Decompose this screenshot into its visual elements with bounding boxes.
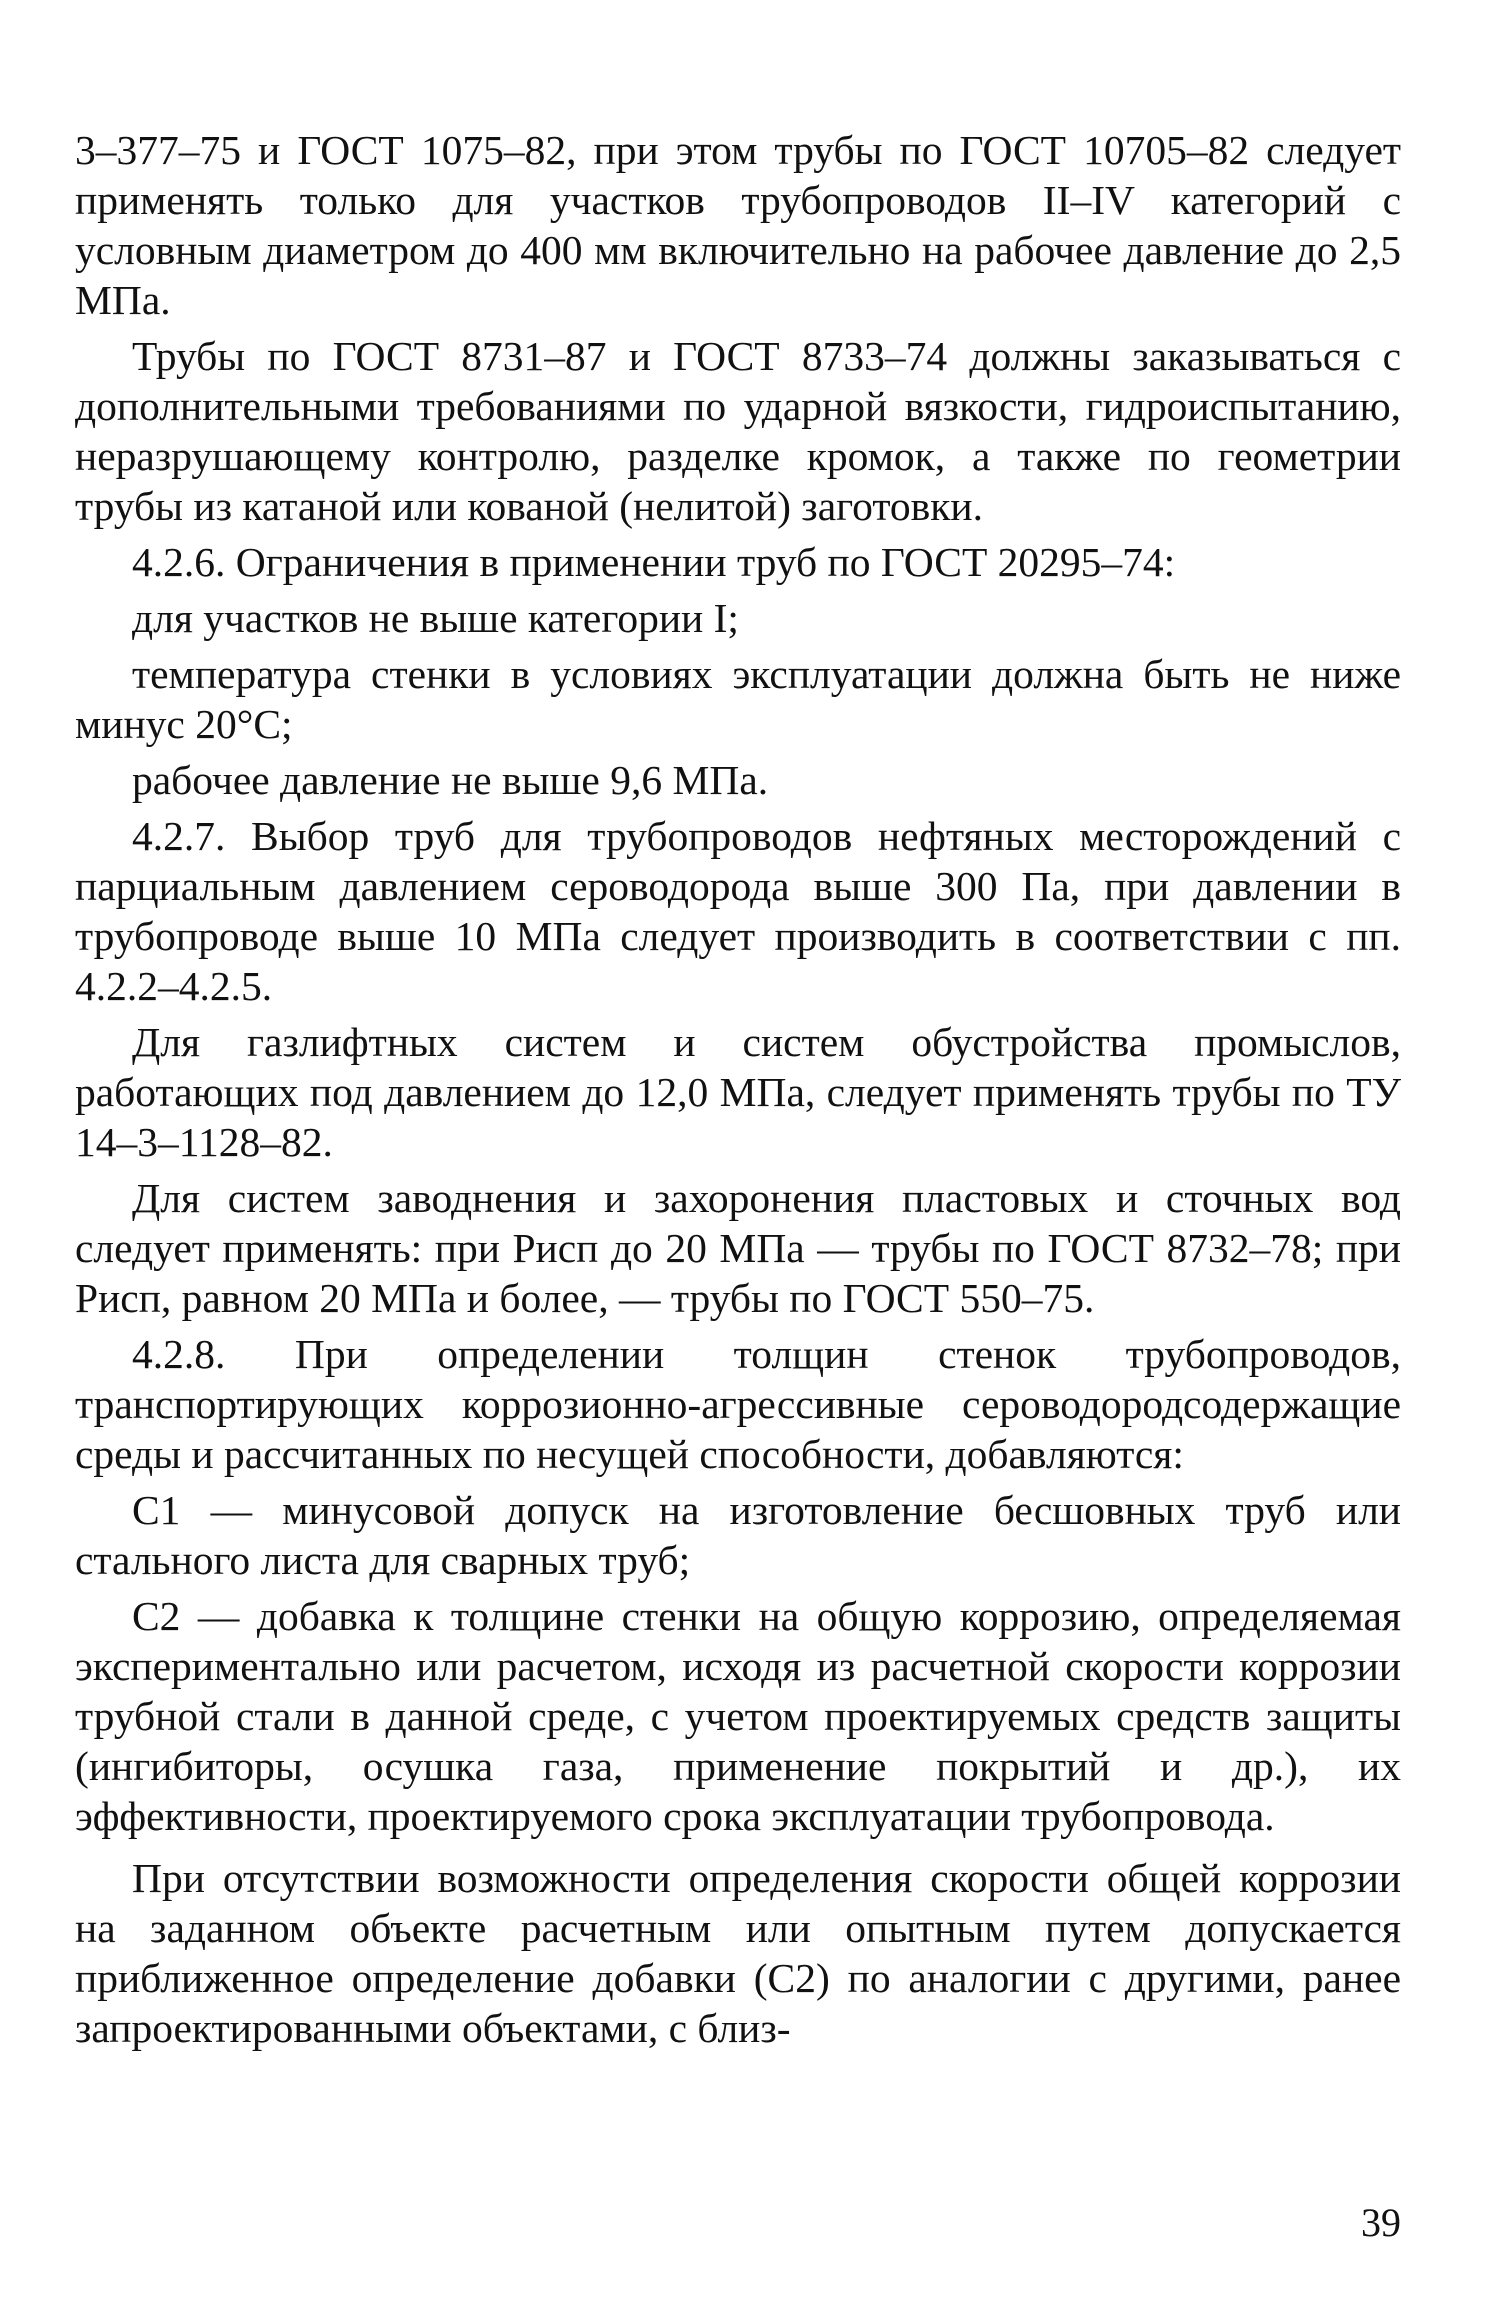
paragraph-section-4-2-6: 4.2.6. Ограничения в применении труб по ГОСТ 20295–74: [132,539,1176,585]
page-body [75,125,1401,2059]
paragraph-c2-definition: С2 — добавка к толщине стенки на общую коррозию, определяемая экспериментально или расчетом, исходя из расчетной скорости коррозии трубной стали в данной среде, с учетом проектируемых средств защиты (ингибиторы, осушка газа, применение покрытий и др.), их эффективности, проектируемого срока эксплуатации трубопровода. [75,1593,1401,1839]
paragraph-c1-definition: С1 — минусовой допуск на изготовление бесшовных труб или стального листа для сварных труб; [75,1487,1401,1583]
paragraph-gost-pipes-intro: 3–377–75 и ГОСТ 1075–82, при этом трубы по ГОСТ 10705–82 следует применять только для участков трубопроводов II–IV категорий с условным диаметром до 400 мм включительно на рабочее давление до 2,5 МПа. [75,127,1401,323]
list-item-pressure: рабочее давление не выше 9,6 МПа. [132,757,769,803]
paragraph-section-4-2-7: 4.2.7. Выбор труб для трубопроводов нефтяных месторождений с парциальным давлением сероводорода выше 300 Па, при давлении в трубопроводе выше 10 МПа следует производить в соответствии с пп. 4.2.2–4.2.5. [75,813,1401,1009]
paragraph-approximate-c2: При отсутствии возможности определения скорости общей коррозии на заданном объекте расчетным или опытным путем допускается приближенное определение добавки (С2) по аналогии с другими, ранее запроектированными объектами, с близ- [75,1855,1401,2051]
paragraph-gaslift-systems: Для газлифтных систем и систем обустройства промыслов, работающих под давлением до 12,0 МПа, следует применять трубы по ТУ 14–3–1128–82. [75,1019,1401,1165]
paragraph-section-4-2-8: 4.2.8. При определении толщин стенок трубопроводов, транспортирующих коррозионно-агрессивные сероводородсодержащие среды и рассчитанных по несущей способности, добавляются: [75,1331,1401,1477]
paragraph-waterflood-systems: Для систем заводнения и захоронения пластовых и сточных вод следует применять: при Рисп до 20 МПа — трубы по ГОСТ 8732–78; при Рисп, равном 20 МПа и более, — трубы по ГОСТ 550–75. [75,1175,1401,1321]
page-number: 39 [1361,2200,1401,2245]
paragraph-gost-8731-order: Трубы по ГОСТ 8731–87 и ГОСТ 8733–74 должны заказываться с дополнительными требованиями по ударной вязкости, гидроиспытанию, неразрушающему контролю, разделке кромок, а также по геометрии трубы из катаной или кованой (нелитой) заготовки. [75,333,1401,529]
list-item-category: для участков не выше категории I; [132,595,739,641]
list-item-temperature: температура стенки в условиях эксплуатации должна быть не ниже минус 20°С; [75,651,1401,747]
